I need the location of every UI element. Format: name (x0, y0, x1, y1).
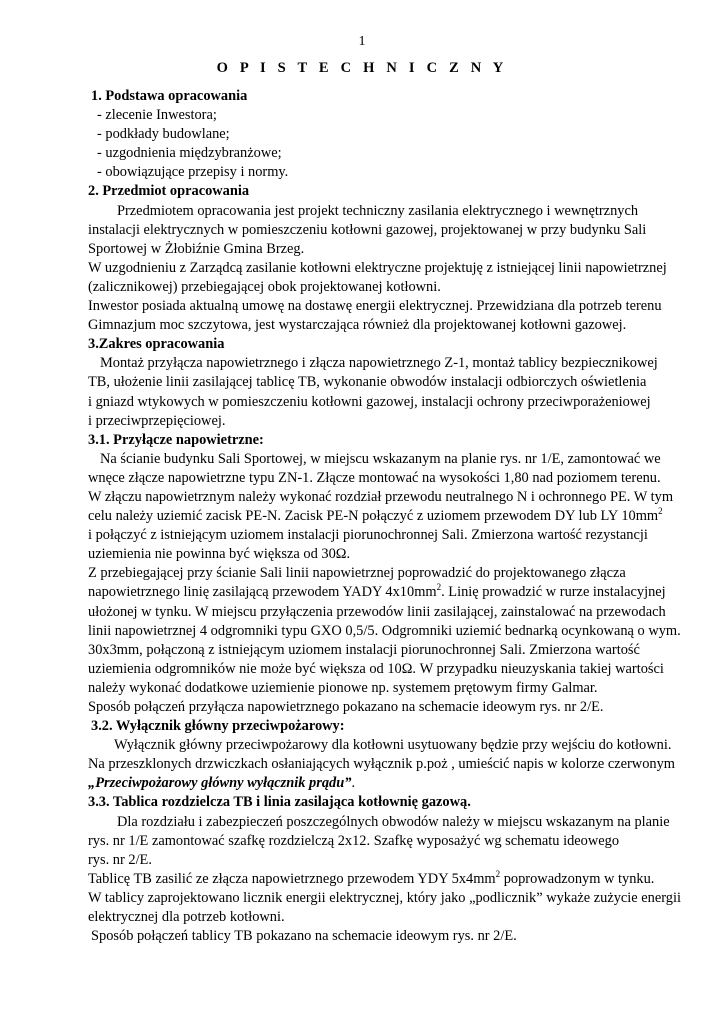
paragraph-line: Montaż przyłącza napowietrznego i złącza napowietrznego Z-1, montaż tablicy bezpiecznikowej (100, 355, 658, 372)
paragraph-line: Z przebiegającej przy ścianie Sali linii napowietrznej poprowadzić do projektowanego złącza (88, 565, 626, 582)
document-body (88, 87, 692, 946)
paragraph-line: rys. nr 1/E zamontować szafkę rozdzielczą 2x12. Szafkę wyposażyć wg schematu ideowego (88, 832, 620, 849)
paragraph-line: i gniazd wtykowych w pomieszczeniu kotłowni gazowej, instalacji ochrony przeciwporażeniowej (88, 393, 651, 410)
paragraph-line: Wyłącznik główny przeciwpożarowy dla kotłowni usytuowany będzie przy wejściu do kotłowni. (114, 737, 672, 754)
paragraph-line (88, 507, 692, 526)
paragraph-line: Na przeszklonych drzwiczkach osłaniających wyłącznik p.poż , umieścić napis w kolorze czerwonym (88, 756, 675, 773)
paragraph-line: W tablicy zaprojektowano licznik energii elektrycznej, który jako „podlicznik” wykaże zużycie energii (88, 889, 681, 906)
paragraph-line: instalacji elektrycznych w pomieszczeniu kotłowni gazowej, projektowanej w przy budynku Sali (88, 221, 647, 238)
paragraph-line: rys. nr 2/E. (88, 851, 152, 868)
paragraph-line (88, 583, 692, 602)
text-run: . Linię prowadzić w rurze instalacyjnej (441, 584, 666, 601)
section-3-3-heading: 3.3. Tablica rozdzielcza TB i linia zasilająca kotłownię gazową. (88, 794, 471, 811)
paragraph-line (88, 870, 692, 889)
paragraph-line (88, 774, 692, 793)
paragraph-line: Sposób połączeń przyłącza napowietrznego pokazano na schemacie ideowym rys. nr 2/E. (88, 699, 604, 715)
paragraph-line: TB, ułożenie linii zasilającej tablicę TB, wykonanie obwodów instalacji odbiorczych oświetlenia (88, 374, 647, 391)
page-number: 1 (358, 34, 366, 49)
paragraph-line: linii napowietrznej 4 odgromniki typu GXO 0,5/5. Odgromniki uziemić bednarką ocynkowaną o wym. (88, 622, 681, 639)
paragraph-line: uziemienia odgromników nie może być większa od 10Ω. W przypadku nieuzyskania takiej wartości (88, 660, 664, 677)
paragraph-line: W złączu napowietrznym należy wykonać rozdział przewodu neutralnego N i ochronnego PE. W tym (88, 488, 674, 505)
paragraph-line: i przeciwprzepięciowej. (88, 412, 226, 429)
section-3-1-heading: 3.1. Przyłącze napowietrzne: (88, 431, 264, 448)
list-item: - podkłady budowlane; (97, 126, 230, 143)
text-run: . (351, 775, 356, 792)
paragraph-line: Inwestor posiada aktualną umowę na dostawę energii elektrycznej. Przewidziana dla potrzeb terenu (88, 298, 662, 315)
paragraph-line: uziemienia nie powinna być większa od 30Ω. (88, 546, 351, 563)
superscript: 2 (436, 582, 442, 593)
section-3-heading: 3.Zakres opracowania (88, 336, 225, 353)
paragraph-line: Gimnazjum moc szczytowa, jest wystarczająca również dla projektowanej kotłowni gazowej. (88, 317, 627, 334)
section-1-heading: 1. Podstawa opracowania (91, 88, 248, 104)
paragraph-line: Sposób połączeń tablicy TB pokazano na schemacie ideowym rys. nr 2/E. (91, 928, 517, 945)
text-run: celu należy uziemić zacisk PE-N. Zacisk PE-N połączyć z uziomem przewodem DY lub LY 10mm (88, 508, 659, 525)
superscript: 2 (658, 506, 663, 517)
document-title: O P I S T E C H N I C Z N Y (216, 60, 508, 76)
paragraph-line: elektrycznej dla potrzeb kotłowni. (88, 909, 285, 926)
text-run: poprowadzonym w tynku. (500, 870, 655, 887)
text-run: Tablicę TB zasilić ze złącza napowietrznego przewodem YDY 5x4mm (88, 870, 496, 887)
paragraph-line: W uzgodnieniu z Zarządcą zasilanie kotłowni elektryczne projektuję z istniejącej linii napowietrznej (88, 259, 667, 276)
superscript: 2 (495, 868, 501, 879)
section-3-2-heading: 3.2. Wyłącznik główny przeciwpożarowy: (91, 718, 345, 735)
paragraph-line: (zalicznikowej) przebiegającej obok projektowanej kotłowni. (88, 278, 441, 295)
paragraph-line: wnęce złącze napowietrzne typu ZN-1. Złącze montować na wysokości 1,80 nad poziomem terenu. (88, 469, 661, 486)
list-item: - uzgodnienia międzybranżowe; (97, 145, 282, 162)
paragraph-line: ułożonej w tynku. W miejscu przyłączenia przewodów linii zasilającej, zainstalować na przewodach (88, 603, 666, 620)
paragraph-line: Dla rozdziału i zabezpieczeń poszczególnych obwodów należy w miejscu wskazanym na planie (117, 813, 670, 830)
paragraph-line: należy wykonać dodatkowe uziemienie pionowe np. systemem prętowym firmy Galmar. (88, 679, 598, 696)
section-2-heading: 2. Przedmiot opracowania (88, 183, 250, 200)
emphasis-text: „Przeciwpożarowy główny wyłącznik prądu” (88, 775, 352, 792)
paragraph-line: i połączyć z istniejącym uziomem instalacji piorunochronnej Sali. Zmierzona wartość rezystancji (88, 527, 648, 544)
list-item: - zlecenie Inwestora; (97, 107, 217, 124)
paragraph-line: Na ścianie budynku Sali Sportowej, w miejscu wskazanym na planie rys. nr 1/E, zamontować we (100, 450, 661, 467)
paragraph-line: Sportowej w Żłobiźnie Gmina Brzeg. (88, 240, 305, 257)
paragraph-line: Przedmiotem opracowania jest projekt techniczny zasilania elektrycznego i wewnętrznych (117, 202, 639, 219)
paragraph-line: 30x3mm, połączoną z istniejącym uziomem instalacji piorunochronnej Sali. Zmierzona wartość (88, 641, 640, 658)
list-item: - obowiązujące przepisy i normy. (97, 164, 289, 181)
text-run: napowietrznego linię zasilającą przewodem YADY 4x10mm (88, 584, 437, 601)
